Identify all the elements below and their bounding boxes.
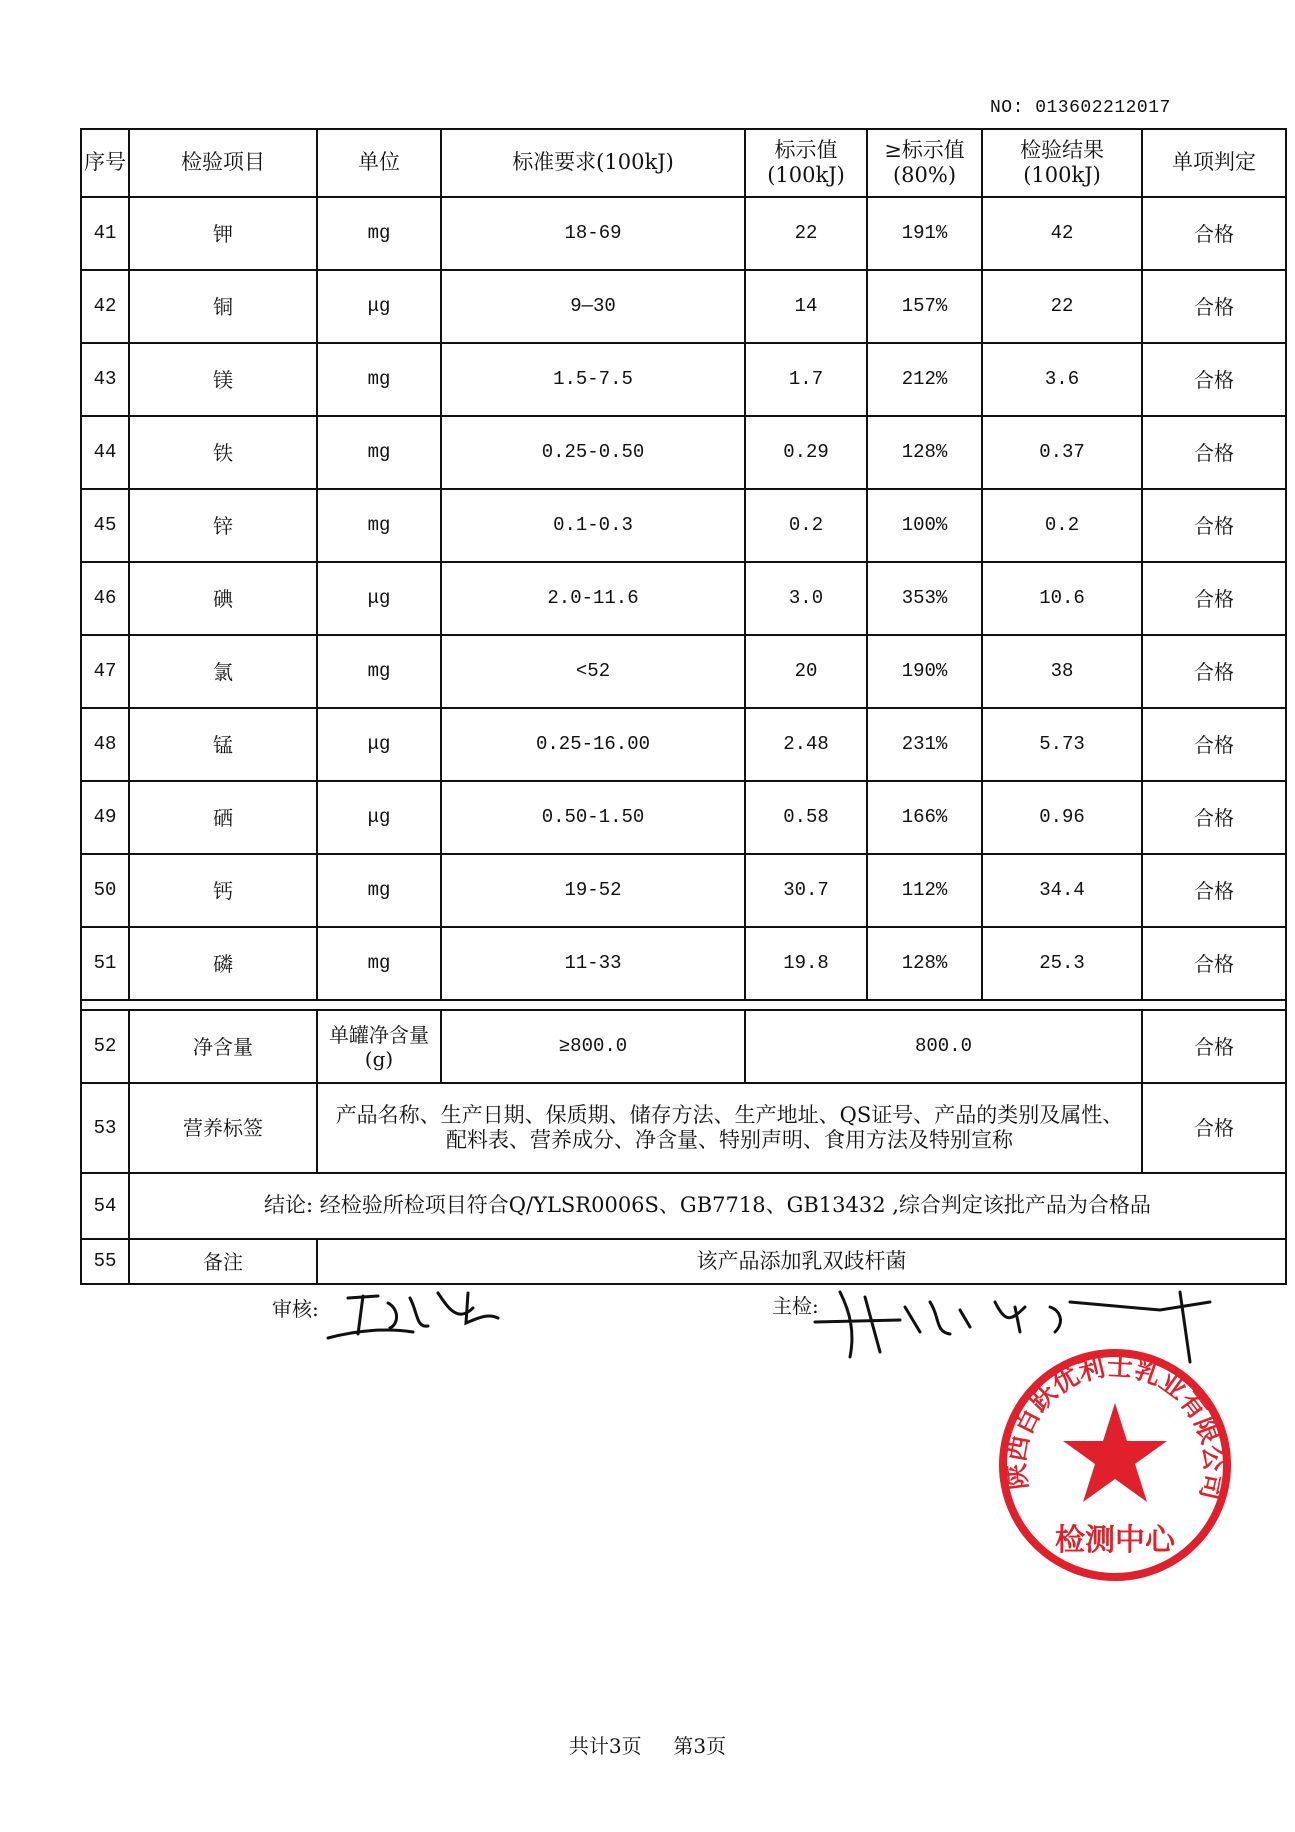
cell-seq: 47 [81, 635, 129, 708]
cell-seq: 45 [81, 489, 129, 562]
table-row [81, 781, 1286, 854]
row55-content: 该产品添加乳双歧杆菌 [317, 1239, 1286, 1284]
cell-label-value: 30.7 [745, 854, 867, 927]
row52-seq: 52 [81, 1010, 129, 1083]
header-result: 检验结果 (100kJ) [982, 129, 1142, 197]
header-seq: 序号 [81, 129, 129, 197]
cell-seq: 43 [81, 343, 129, 416]
cell-unit: mg [317, 197, 441, 270]
table-row-nutrition-label [81, 1083, 1286, 1173]
cell-seq: 44 [81, 416, 129, 489]
row52-result: 800.0 [745, 1010, 1142, 1083]
cell-unit: μg [317, 562, 441, 635]
cell-pct: 100% [867, 489, 982, 562]
cell-item: 硒 [129, 781, 317, 854]
header-unit: 单位 [317, 129, 441, 197]
cell-pct: 212% [867, 343, 982, 416]
row55-seq: 55 [81, 1239, 129, 1284]
cell-unit: mg [317, 416, 441, 489]
document-number: NO: 013602212017 [990, 98, 1171, 118]
table-row [81, 416, 1286, 489]
table-row [81, 270, 1286, 343]
cell-unit: mg [317, 343, 441, 416]
footer-total-pages: 共计3页 [568, 1734, 642, 1758]
cell-label-value: 20 [745, 635, 867, 708]
cell-unit: μg [317, 781, 441, 854]
row52-standard: ≥800.0 [441, 1010, 745, 1083]
table-row [81, 562, 1286, 635]
cell-verdict: 合格 [1142, 927, 1286, 1000]
row53-verdict: 合格 [1142, 1083, 1286, 1173]
cell-standard: <52 [441, 635, 745, 708]
cell-item: 镁 [129, 343, 317, 416]
cell-unit: mg [317, 927, 441, 1000]
cell-item: 氯 [129, 635, 317, 708]
cell-standard: 0.25-0.50 [441, 416, 745, 489]
table-row [81, 927, 1286, 1000]
table-row-net-content [81, 1010, 1286, 1083]
table-row [81, 197, 1286, 270]
row53-seq: 53 [81, 1083, 129, 1173]
cell-unit: mg [317, 854, 441, 927]
header-standard: 标准要求(100kJ) [441, 129, 745, 197]
cell-pct: 128% [867, 416, 982, 489]
cell-standard: 11-33 [441, 927, 745, 1000]
table-header-row [81, 129, 1286, 197]
cell-label-value: 0.2 [745, 489, 867, 562]
cell-pct: 157% [867, 270, 982, 343]
seal-text: 陕西百跃优利士乳业有限公司 [1001, 1351, 1229, 1503]
cell-seq: 42 [81, 270, 129, 343]
cell-label-value: 22 [745, 197, 867, 270]
cell-item: 钾 [129, 197, 317, 270]
inspection-table [80, 128, 1287, 1285]
cell-seq: 48 [81, 708, 129, 781]
row53-item: 营养标签 [129, 1083, 317, 1173]
cell-seq: 46 [81, 562, 129, 635]
cell-pct: 190% [867, 635, 982, 708]
row52-verdict: 合格 [1142, 1010, 1286, 1083]
cell-unit: mg [317, 635, 441, 708]
cell-item: 铁 [129, 416, 317, 489]
row52-unit: 单罐净含量 (g) [317, 1010, 441, 1083]
page-footer [0, 1730, 1295, 1759]
table-separator [81, 1000, 1286, 1010]
cell-label-value: 0.58 [745, 781, 867, 854]
cell-unit: μg [317, 270, 441, 343]
review-signature [318, 1268, 518, 1358]
cell-standard: 18-69 [441, 197, 745, 270]
cell-item: 磷 [129, 927, 317, 1000]
cell-verdict: 合格 [1142, 489, 1286, 562]
cell-label-value: 19.8 [745, 927, 867, 1000]
cell-result: 0.37 [982, 416, 1142, 489]
header-pct: ≥标示值 (80%) [867, 129, 982, 197]
cell-item: 锌 [129, 489, 317, 562]
cell-label-value: 0.29 [745, 416, 867, 489]
row54-conclusion: 结论: 经检验所检项目符合Q/YLSR0006S、GB7718、GB13432 ,综合判定该批产品为合格品 [129, 1173, 1286, 1239]
cell-standard: 2.0-11.6 [441, 562, 745, 635]
cell-standard: 0.50-1.50 [441, 781, 745, 854]
cell-verdict: 合格 [1142, 635, 1286, 708]
cell-pct: 112% [867, 854, 982, 927]
cell-label-value: 14 [745, 270, 867, 343]
row53-content: 产品名称、生产日期、保质期、储存方法、生产地址、QS证号、产品的类别及属性、 配料表、营养成分、净含量、特别声明、食用方法及特别宣称 [317, 1083, 1142, 1173]
cell-verdict: 合格 [1142, 197, 1286, 270]
row54-seq: 54 [81, 1173, 129, 1239]
row55-item: 备注 [129, 1239, 317, 1284]
cell-pct: 231% [867, 708, 982, 781]
cell-result: 3.6 [982, 343, 1142, 416]
table-row [81, 708, 1286, 781]
header-item: 检验项目 [129, 129, 317, 197]
cell-verdict: 合格 [1142, 416, 1286, 489]
table-row [81, 489, 1286, 562]
cell-verdict: 合格 [1142, 781, 1286, 854]
cell-standard: 9—30 [441, 270, 745, 343]
cell-standard: 19-52 [441, 854, 745, 927]
cell-result: 22 [982, 270, 1142, 343]
cell-pct: 353% [867, 562, 982, 635]
table-row-conclusion [81, 1173, 1286, 1239]
cell-item: 锰 [129, 708, 317, 781]
review-label: 审核: [272, 1297, 319, 1321]
cell-item: 碘 [129, 562, 317, 635]
cell-pct: 166% [867, 781, 982, 854]
cell-unit: mg [317, 489, 441, 562]
footer-page-number: 第3页 [673, 1734, 727, 1758]
table-row [81, 343, 1286, 416]
chief-label: 主检: [772, 1294, 819, 1318]
cell-seq: 51 [81, 927, 129, 1000]
cell-result: 0.96 [982, 781, 1142, 854]
cell-standard: 0.1-0.3 [441, 489, 745, 562]
cell-label-value: 3.0 [745, 562, 867, 635]
cell-result: 10.6 [982, 562, 1142, 635]
cell-result: 42 [982, 197, 1142, 270]
cell-item: 铜 [129, 270, 317, 343]
cell-result: 34.4 [982, 854, 1142, 927]
cell-verdict: 合格 [1142, 708, 1286, 781]
cell-item: 钙 [129, 854, 317, 927]
cell-pct: 128% [867, 927, 982, 1000]
cell-verdict: 合格 [1142, 343, 1286, 416]
table-row [81, 635, 1286, 708]
cell-unit: μg [317, 708, 441, 781]
header-label-value: 标示值 (100kJ) [745, 129, 867, 197]
row52-item: 净含量 [129, 1010, 317, 1083]
cell-label-value: 1.7 [745, 343, 867, 416]
cell-verdict: 合格 [1142, 270, 1286, 343]
cell-verdict: 合格 [1142, 562, 1286, 635]
cell-seq: 50 [81, 854, 129, 927]
cell-standard: 1.5-7.5 [441, 343, 745, 416]
cell-result: 0.2 [982, 489, 1142, 562]
cell-result: 5.73 [982, 708, 1142, 781]
header-verdict: 单项判定 [1142, 129, 1286, 197]
cell-seq: 49 [81, 781, 129, 854]
cell-pct: 191% [867, 197, 982, 270]
cell-result: 38 [982, 635, 1142, 708]
seal-subtext: 检测中心 [1055, 1523, 1175, 1558]
cell-standard: 0.25-16.00 [441, 708, 745, 781]
table-row [81, 854, 1286, 927]
cell-label-value: 2.48 [745, 708, 867, 781]
company-seal [995, 1345, 1235, 1585]
cell-seq: 41 [81, 197, 129, 270]
cell-result: 25.3 [982, 927, 1142, 1000]
cell-verdict: 合格 [1142, 854, 1286, 927]
